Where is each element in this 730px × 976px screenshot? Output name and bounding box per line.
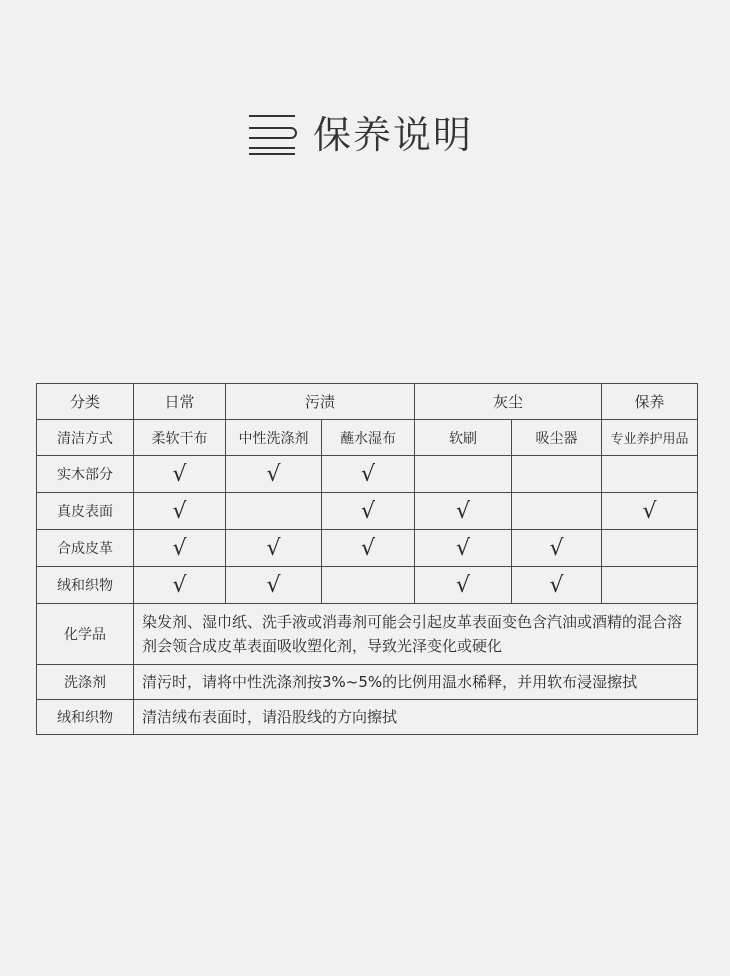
material-name: 实木部分 bbox=[37, 456, 134, 493]
check-cell bbox=[226, 493, 322, 530]
check-mark-cell: √ bbox=[134, 567, 226, 604]
note-text: 清洁绒布表面时，请沿股线的方向擦拭 bbox=[134, 700, 698, 735]
page-title bbox=[245, 112, 473, 158]
check-mark-cell: √ bbox=[415, 567, 512, 604]
note-label: 绒和织物 bbox=[37, 700, 134, 735]
material-name: 绒和织物 bbox=[37, 567, 134, 604]
method-cell: 专业养护用品 bbox=[602, 420, 698, 456]
check-mark-cell: √ bbox=[226, 530, 322, 567]
method-cell: 吸尘器 bbox=[512, 420, 602, 456]
method-cell: 蘸水湿布 bbox=[322, 420, 415, 456]
methods-row bbox=[37, 420, 698, 456]
method-cell: 中性洗涤剂 bbox=[226, 420, 322, 456]
check-mark-cell: √ bbox=[134, 456, 226, 493]
header-stains: 污渍 bbox=[226, 384, 415, 420]
check-mark-cell: √ bbox=[134, 493, 226, 530]
note-text: 染发剂、湿巾纸、洗手液或消毒剂可能会引起皮革表面变色含汽油或酒精的混合溶剂会领合成皮革表面吸收塑化剂，导致光泽变化或硬化 bbox=[134, 604, 698, 665]
note-row bbox=[37, 604, 698, 665]
header-dust: 灰尘 bbox=[415, 384, 602, 420]
check-mark-cell: √ bbox=[134, 530, 226, 567]
material-row bbox=[37, 493, 698, 530]
check-mark-cell: √ bbox=[512, 567, 602, 604]
note-label: 洗涤剂 bbox=[37, 665, 134, 700]
material-name: 合成皮革 bbox=[37, 530, 134, 567]
note-label: 化学品 bbox=[37, 604, 134, 665]
check-mark-cell: √ bbox=[322, 530, 415, 567]
material-row bbox=[37, 456, 698, 493]
page-title-text: 保养说明 bbox=[313, 113, 474, 157]
header-maintenance: 保养 bbox=[602, 384, 698, 420]
material-name: 真皮表面 bbox=[37, 493, 134, 530]
header-row bbox=[37, 384, 698, 420]
check-cell bbox=[602, 567, 698, 604]
menu-lines-icon bbox=[245, 112, 299, 158]
check-cell bbox=[512, 493, 602, 530]
note-text: 清污时，请将中性洗涤剂按3%~5%的比例用温水稀释，并用软布浸湿擦拭 bbox=[134, 665, 698, 700]
check-cell bbox=[602, 530, 698, 567]
note-row bbox=[37, 665, 698, 700]
material-row bbox=[37, 567, 698, 604]
check-cell bbox=[602, 456, 698, 493]
check-mark-cell: √ bbox=[226, 456, 322, 493]
method-cell: 软刷 bbox=[415, 420, 512, 456]
check-mark-cell: √ bbox=[322, 456, 415, 493]
check-cell bbox=[512, 456, 602, 493]
header-category: 分类 bbox=[37, 384, 134, 420]
check-mark-cell: √ bbox=[512, 530, 602, 567]
check-cell bbox=[415, 456, 512, 493]
method-cell: 柔软干布 bbox=[134, 420, 226, 456]
care-table bbox=[36, 383, 698, 735]
material-row bbox=[37, 530, 698, 567]
check-mark-cell: √ bbox=[415, 493, 512, 530]
check-mark-cell: √ bbox=[322, 493, 415, 530]
note-row bbox=[37, 700, 698, 735]
methods-label: 清洁方式 bbox=[37, 420, 134, 456]
check-mark-cell: √ bbox=[226, 567, 322, 604]
check-mark-cell: √ bbox=[415, 530, 512, 567]
header-daily: 日常 bbox=[134, 384, 226, 420]
check-cell bbox=[322, 567, 415, 604]
check-mark-cell: √ bbox=[602, 493, 698, 530]
